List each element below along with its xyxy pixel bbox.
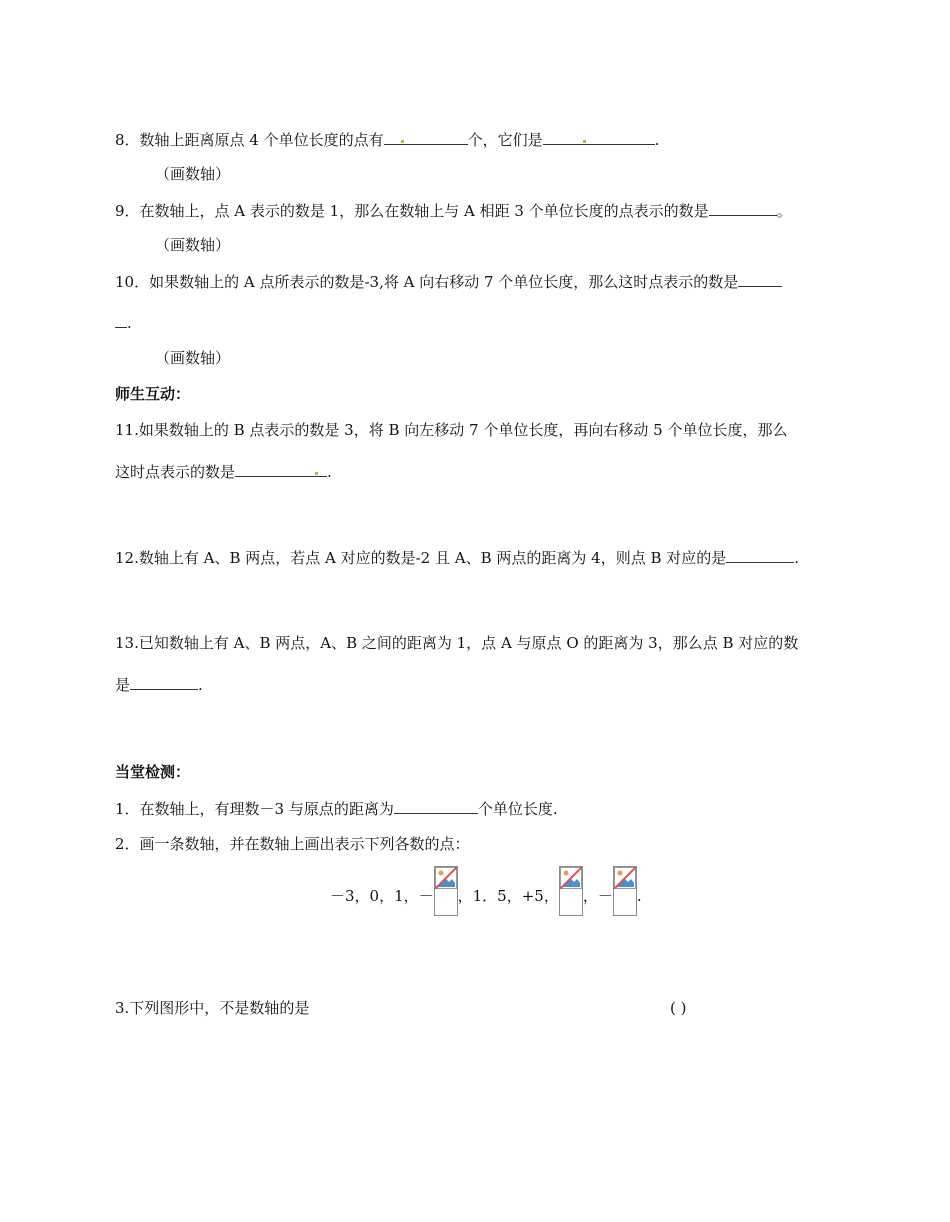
section-title-check: 当堂检测： xyxy=(115,763,191,781)
q9-blank[interactable] xyxy=(709,200,777,216)
q11-end: . xyxy=(327,463,332,481)
draw-axis-hint-3: （画数轴） xyxy=(155,349,231,367)
q8-blank-1-dot xyxy=(401,140,404,143)
q8-blank-2[interactable] xyxy=(543,129,655,145)
q8-text-c: . xyxy=(654,131,660,149)
q13-text: 是 xyxy=(115,676,131,694)
q9-text-a: 9．在数轴上，点 A 表示的数是 1，那么在数轴上与 A 相距 3 个单位长度的点表示的数是 xyxy=(115,202,709,220)
broken-image-icon xyxy=(613,866,637,916)
question-13-line-2 xyxy=(115,674,203,695)
question-9 xyxy=(115,200,792,221)
numbers-part-4: . xyxy=(636,887,642,905)
question-10-line-2 xyxy=(115,312,132,333)
numbers-part-3: ，－ xyxy=(582,887,613,905)
q11-blank[interactable] xyxy=(235,461,327,477)
q8-blank-2-dot xyxy=(583,140,586,143)
q12-text-b: . xyxy=(794,549,800,567)
c1-text-b: 个单位长度. xyxy=(477,800,558,818)
c1-text-a: 1．在数轴上，有理数－3 与原点的距离为 xyxy=(115,800,394,818)
broken-image-icon xyxy=(559,866,583,916)
q8-text-b: 个，它们是 xyxy=(467,131,543,149)
q12-text-a: 12.数轴上有 A、B 两点，若点 A 对应的数是-2 且 A、B 两点的距离为 4，则点 B 对应的是 xyxy=(115,549,727,567)
q13-end: . xyxy=(198,676,203,694)
q12-blank[interactable] xyxy=(726,547,794,563)
q10-blank-part-1[interactable] xyxy=(738,271,782,287)
check-question-2: 2．画一条数轴，并在数轴上画出表示下列各数的点： xyxy=(115,835,470,853)
q10-blank-part-2[interactable] xyxy=(115,312,127,328)
question-10-line-1 xyxy=(115,271,782,292)
c1-blank[interactable] xyxy=(394,798,478,814)
q8-text-a: 8．数轴上距离原点 4 个单位长度的点有 xyxy=(115,131,384,149)
q10-end: . xyxy=(127,314,132,332)
q11-text: 这时点表示的数是 xyxy=(115,463,236,481)
section-title-interaction: 师生互动： xyxy=(115,385,191,403)
q10-text: 10．如果数轴上的 A 点所表示的数是-3,将 A 向右移动 7 个单位长度，那么这时点表示的数是 xyxy=(115,273,739,291)
question-12 xyxy=(115,547,799,568)
q9-text-b: 。 xyxy=(776,202,792,220)
q13-blank[interactable] xyxy=(130,674,198,690)
numbers-part-1: －3，0，1，－ xyxy=(330,887,434,905)
answer-parentheses[interactable]: ( ) xyxy=(670,999,687,1017)
question-11-line-2 xyxy=(115,461,332,482)
question-13-line-1: 13.已知数轴上有 A、B 两点，A、B 之间的距离为 1，点 A 与原点 O 的距离为 3，那么点 B 对应的数 xyxy=(115,634,799,652)
numbers-part-2: ，1．5，+5， xyxy=(457,887,559,905)
q8-blank-1[interactable] xyxy=(384,129,468,145)
question-8 xyxy=(115,129,659,150)
check-question-1 xyxy=(115,798,558,819)
check-question-3: 3.下列图形中，不是数轴的是 xyxy=(115,999,310,1017)
broken-image-icon xyxy=(434,866,458,916)
numbers-line xyxy=(330,868,642,916)
draw-axis-hint-1: （画数轴） xyxy=(155,165,231,183)
q11-blank-dot xyxy=(315,472,318,475)
draw-axis-hint-2: （画数轴） xyxy=(155,236,231,254)
question-11-line-1: 11.如果数轴上的 B 点表示的数是 3，将 B 向左移动 7 个单位长度，再向右移动 5 个单位长度，那么 xyxy=(115,421,788,439)
